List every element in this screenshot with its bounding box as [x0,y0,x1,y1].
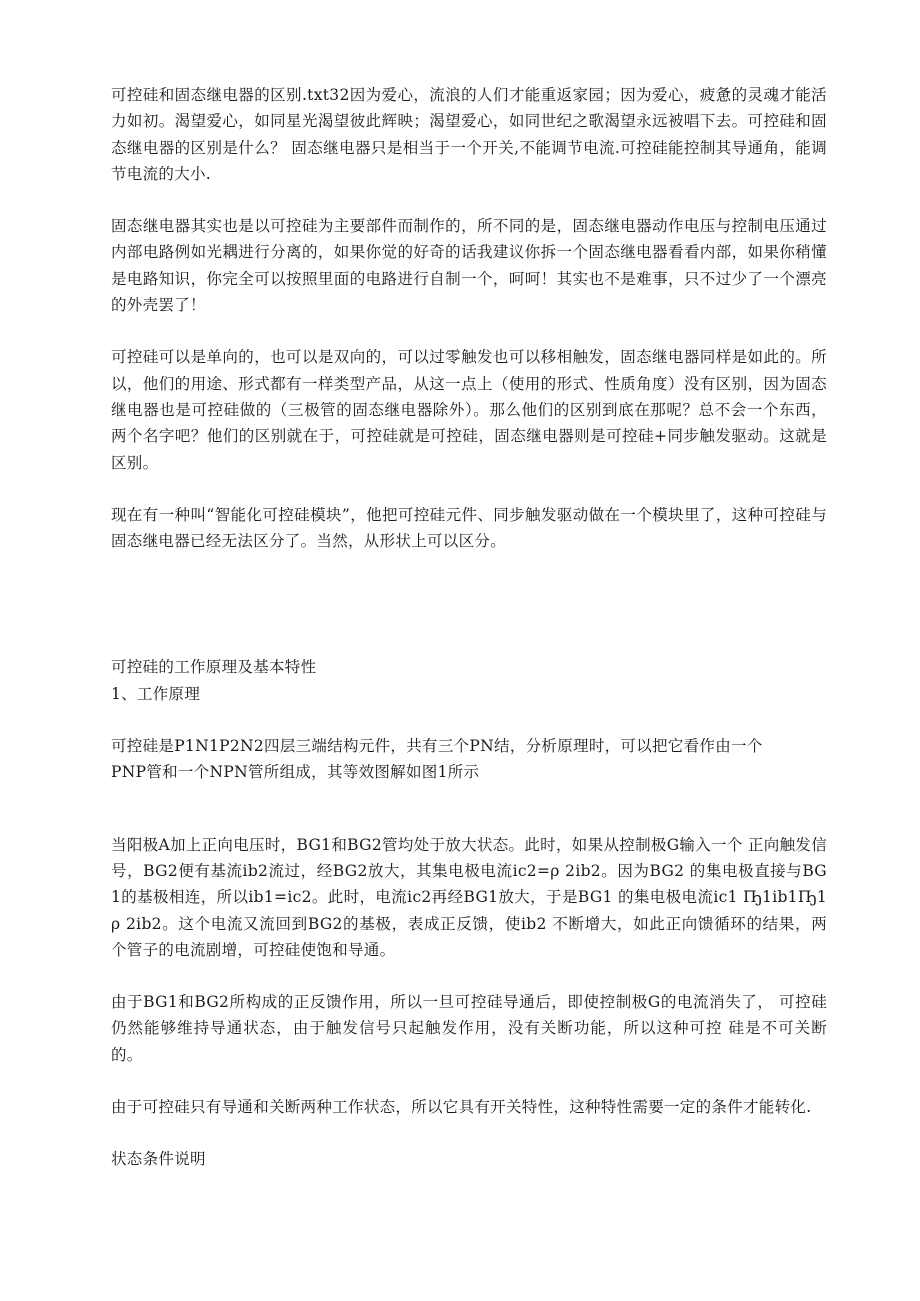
section-heading: 可控硅的工作原理及基本特性 [111,658,317,677]
paragraph-intro: 可控硅和固态继电器的区别.txt32因为爱心，流浪的人们才能重返家园；因为爱心，疲惫的灵魂才能活力如初。渴望爱心，如同星光渴望彼此辉映；渴望爱心，如同世纪之歌渴望永远被唱下去。可控硅和固态继电器的区别是什么？ 固态继电器只是相当于一个开关,不能调节电流.可控硅能控制其导通角，能调节电流的大小. [111,86,827,183]
paragraph-smart-module: 现在有一种叫“智能化可控硅模块”，他把可控硅元件、同步触发驱动做在一个模块里了，这种可控硅与固态继电器已经无法区分了。当然，从形状上可以区分。 [111,505,827,551]
subsection-heading: 1、工作原理 [111,684,201,703]
paragraph-positive-feedback: 由于BG1和BG2所构成的正反馈作用，所以一旦可控硅导通后，即使控制极G的电流消失了， 可控硅仍然能够维持导通状态，由于触发信号只起触发作用，没有关断功能，所以这种可控 硅是不可关断的。 [111,993,827,1064]
paragraph-ssr-structure: 固态继电器其实也是以可控硅为主要部件而制作的，所不同的是，固态继电器动作电压与控制电压通过内部电路例如光耦进行分离的，如果你觉的好奇的话我建议你拆一个固态继电器看看内部，如果你稍懂是电路知识，你完全可以按照里面的电路进行自制一个，呵呵！其实也不是难事，只不过少了一个漂亮的外壳罢了！ [111,217,827,315]
paragraph-state-conditions: 状态条件说明 [111,1150,206,1169]
document-body [111,82,827,1173]
paragraph-structure-line1: 可控硅是P1N1P2N2四层三端结构元件，共有三个PN结，分析原理时，可以把它看作由一个 [111,737,763,756]
paragraph-working-principle: 当阳极A加上正向电压时，BG1和BG2管均处于放大状态。此时，如果从控制极G输入一个 正向触发信号，BG2便有基流ib2流过，经BG2放大，其集电极电流ic2=ρ 2ib2。因为BG2 的集电极直接与BG1的基极相连，所以ib1=ic2。此时，电流ic2再经BG1放大，于是BG1 的集电极电流ic1 Ҧ1ib1Ҧ1ρ 2ib2。这个电流又流回到BG2的基极，表成正反馈，使ib2 不断增大，如此正向馈循环的结果，两个管子的电流剧增，可控硅使饱和导通。 [111,835,827,959]
paragraph-switch-characteristic: 由于可控硅只有导通和关断两种工作状态，所以它具有开关特性，这种特性需要一定的条件才能转化. [111,1098,812,1117]
paragraph-difference: 可控硅可以是单向的，也可以是双向的，可以过零触发也可以移相触发，固态继电器同样是如此的。所以，他们的用途、形式都有一样类型产品，从这一点上（使用的形式、性质角度）没有区别，因为固态继电器也是可控硅做的（三极管的固态继电器除外）。那么他们的区别到底在那呢？总不会一个东西，两个名字吧？他们的区别就在于，可控硅就是可控硅，固态继电器则是可控硅+同步触发驱动。这就是区别。 [111,348,827,472]
paragraph-structure-line2: PNP管和一个NPN管所组成，其等效图解如图1所示 [111,763,480,782]
